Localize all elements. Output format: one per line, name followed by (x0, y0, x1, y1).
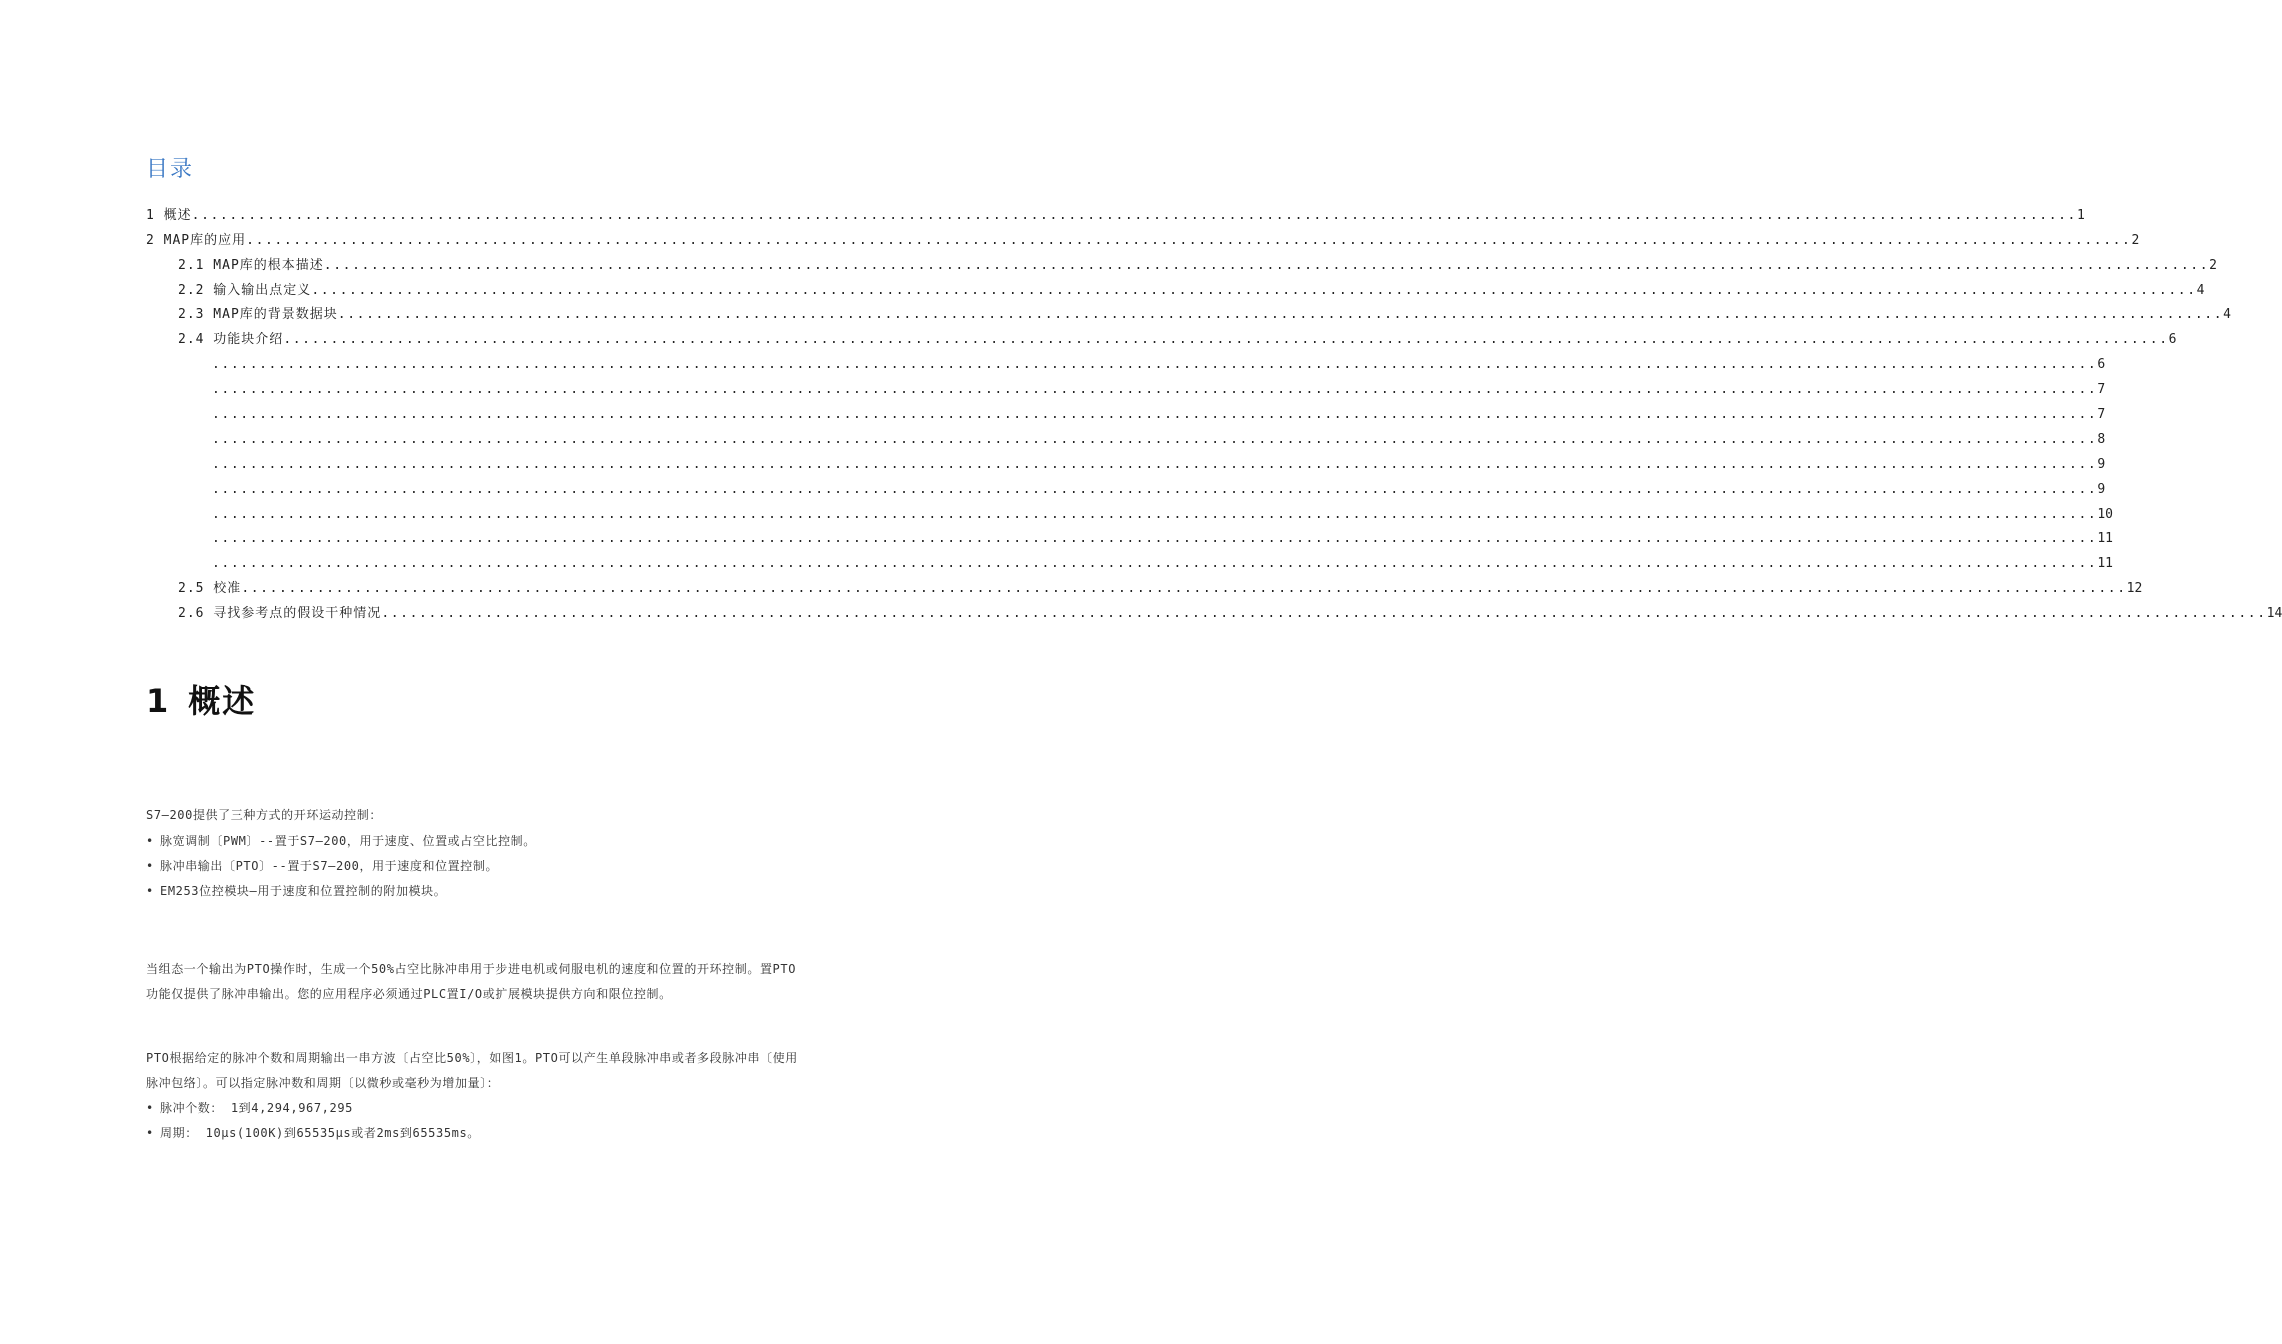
toc-leader-dots: ........................................................................................................................................................................................................ (311, 282, 2197, 298)
toc-leader-dots: ........................................................................................................................................................................................................ (212, 556, 2098, 572)
toc-entry-title: 2.2 输入输出点定义 (178, 282, 312, 298)
toc-entry-page: 6 (2168, 332, 2177, 348)
list-item: • 脉冲个数： 1到4,294,967,295 (146, 1096, 806, 1121)
list-item: • 脉宽调制〔PWM〕--置于S7—200，用于速度、位置或占空比控制。 (146, 829, 806, 854)
toc-leader-dots: ........................................................................................................................................................................................................ (212, 506, 2098, 522)
toc-leader-dots: ........................................................................................................................................................................................................ (212, 531, 2098, 547)
list-item: • 脉冲串输出〔PTO〕--置于S7—200，用于速度和位置控制。 (146, 854, 806, 879)
toc-entry[interactable] (146, 597, 2282, 622)
toc-leader-dots: ........................................................................................................................................................................................................ (212, 481, 2098, 497)
toc-entry-title: 2.1 MAP库的根本描述 (178, 257, 324, 273)
toc-entry[interactable] (146, 473, 2106, 498)
toc-entry-title: 2.6 寻找参考点的假设干种情况 (178, 606, 382, 622)
toc-leader-dots: ........................................................................................................................................................................................................ (212, 456, 2098, 472)
toc-entry[interactable] (146, 498, 2113, 523)
bullet-icon: • (146, 834, 154, 848)
chapter-number: 1 (146, 682, 171, 720)
toc-entry-title: 2.3 MAP库的背景数据块 (178, 307, 338, 323)
toc-entry-page: 6 (2097, 357, 2106, 373)
toc-entry[interactable] (146, 398, 2106, 423)
bullet-icon: • (146, 1101, 154, 1115)
list-item: • EM253位控模块—用于速度和位置控制的附加模块。 (146, 879, 806, 904)
toc-entry[interactable] (146, 448, 2106, 473)
document-page (146, 0, 2282, 1344)
toc-entry-title: 2.5 校准 (178, 581, 242, 597)
bullet-icon: • (146, 859, 154, 873)
chapter-title (146, 676, 256, 722)
toc-leader-dots: ........................................................................................................................................................................................................ (337, 307, 2224, 323)
toc-entry-page: 11 (2097, 531, 2113, 547)
bullet-icon: • (146, 1126, 154, 1140)
toc-entry[interactable] (146, 299, 2231, 324)
toc-entry[interactable] (146, 323, 2177, 348)
toc-entry[interactable] (146, 523, 2113, 548)
paragraph-pto-description: PTO根据给定的脉冲个数和周期输出一串方波〔占空比50%〕，如图1。PTO可以产生单段脉冲串或者多段脉冲串〔使用脉冲包络〕。可以指定脉冲数和周期〔以微秒或毫秒为增加量〕： (146, 1051, 798, 1090)
pto-bullet-list (146, 1096, 806, 1146)
list-item: • 周期： 10μs(100K)到65535μs或者2ms到65535ms。 (146, 1121, 806, 1146)
toc-entry-page: 12 (2126, 581, 2143, 597)
toc-entry-page: 4 (2196, 282, 2205, 298)
toc-leader-dots: ........................................................................................................................................................................................................ (212, 431, 2098, 447)
toc-list (146, 199, 2282, 622)
toc-entry-page: 7 (2097, 382, 2106, 398)
toc-entry-page: 1 (2077, 207, 2085, 223)
toc-entry[interactable] (146, 547, 2113, 572)
toc-entry[interactable] (146, 572, 2143, 597)
intro-bullet-list (146, 829, 806, 904)
toc-entry[interactable] (146, 199, 2085, 224)
toc-entry-title: 2 MAP库的应用 (146, 232, 247, 248)
toc-entry-page: 14 (2266, 606, 2282, 622)
toc-entry-page: 11 (2097, 556, 2113, 572)
toc-leader-dots: ........................................................................................................................................................................................................ (246, 232, 2132, 248)
toc-entry[interactable] (146, 373, 2106, 398)
toc-entry-page: 10 (2097, 506, 2113, 522)
toc-entry[interactable] (146, 224, 2140, 249)
intro-lead: S7—200提供了三种方式的开环运动控制： (146, 808, 382, 822)
toc-leader-dots: ........................................................................................................................................................................................................ (241, 581, 2127, 597)
toc-entry-title: 2.4 功能块介绍 (178, 332, 284, 348)
toc-entry-title: 1 概述 (146, 207, 192, 223)
toc-entry[interactable] (146, 423, 2106, 448)
toc-leader-dots: ........................................................................................................................................................................................................ (381, 606, 2267, 622)
chapter-title-text: 概述 (188, 682, 257, 720)
paragraph-pto-config: 当组态一个输出为PTO操作时，生成一个50%占空比脉冲串用于步进电机或伺服电机的速度和位置的开环控制。置PTO功能仅提供了脉冲串输出。您的应用程序必须通过PLC置I/O或扩展模块提供方向和限位控制。 (146, 962, 797, 1001)
toc-leader-dots: ........................................................................................................................................................................................................ (191, 207, 2077, 223)
toc-entry-page: 9 (2097, 481, 2106, 497)
toc-leader-dots: ........................................................................................................................................................................................................ (212, 407, 2098, 423)
toc-entry[interactable] (146, 274, 2205, 299)
toc-leader-dots: ........................................................................................................................................................................................................ (323, 257, 2210, 273)
toc-leader-dots: ........................................................................................................................................................................................................ (283, 332, 2169, 348)
toc-entry-page: 4 (2223, 307, 2231, 323)
toc-entry-page: 8 (2097, 431, 2106, 447)
toc-entry[interactable] (146, 249, 2217, 274)
toc-entry-page: 9 (2097, 456, 2106, 472)
toc-entry-page: 7 (2097, 407, 2106, 423)
toc-heading: 目录 (146, 157, 195, 182)
toc-entry[interactable] (146, 348, 2106, 373)
toc-leader-dots: ........................................................................................................................................................................................................ (212, 357, 2098, 373)
toc-entry-page: 2 (2131, 232, 2140, 248)
toc-leader-dots: ........................................................................................................................................................................................................ (212, 382, 2098, 398)
bullet-icon: • (146, 884, 154, 898)
toc-entry-page: 2 (2209, 257, 2217, 273)
